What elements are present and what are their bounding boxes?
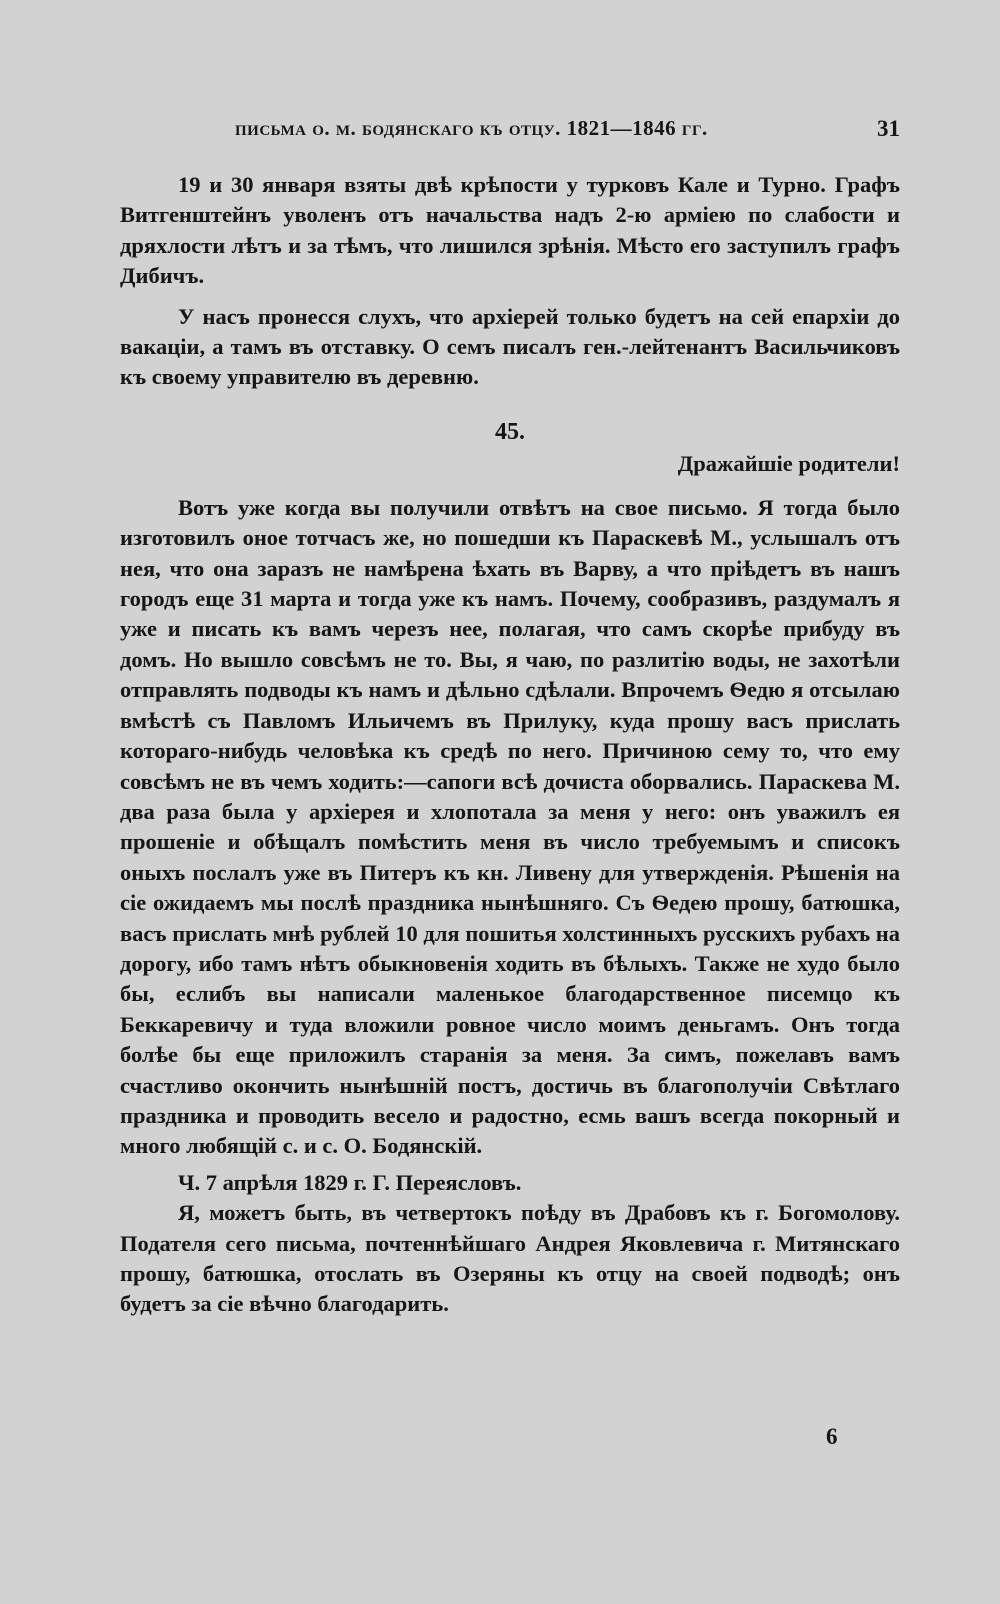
letter-postscript: Я, можетъ быть, въ четвертокъ поѣду въ Драбовъ къ г. Богомолову. Подателя сего письма, почтеннѣйшаго Андрея Яковлевича г. Митянскаго прошу, батюшка, отослать въ Озеряны къ отцу на своей подводѣ; онъ будетъ за сіе вѣчно благодарить. [120, 1200, 900, 1317]
page-number: 31 [877, 116, 900, 141]
letter-salutation: Дражайшіе родители! [677, 450, 900, 476]
page-header [120, 116, 900, 150]
sheet-signature-mark: 6 [826, 1424, 838, 1449]
letter-place-date: Ч. 7 апрѣля 1829 г. Г. Переясловъ. [178, 1169, 522, 1195]
letter-number: 45. [495, 418, 525, 445]
running-head: письма о. м. бодянскаго къ отцу. 1821—1846 гг. [235, 116, 708, 140]
paragraph-capture-of-fortresses: 19 и 30 января взяты двѣ крѣпости у турковъ Кале и Турно. Графъ Витгенштейнъ уволенъ отъ начальства надъ 2-ю арміею по слабости и дряхлости лѣтъ и за тѣмъ, что лишился зрѣнія. Мѣсто его заступилъ графъ Дибичъ. [120, 172, 900, 289]
paragraph-rumor-about-bishop: У насъ пронесся слухъ, что архіерей только будетъ на сей епархіи до вакаціи, а тамъ въ отставку. О семъ писалъ ген.-лейтенантъ Васильчиковъ къ своему управителю въ деревню. [120, 303, 900, 390]
letter-body: Вотъ уже когда вы получили отвѣтъ на свое письмо. Я тогда было изготовилъ оное тотчасъ же, но пошедши къ Параскевѣ М., услышалъ отъ нея, что она заразъ не намѣрена ѣхать въ Варву, а что пріѣдетъ въ нашъ городъ еще 31 марта и тогда уже къ намъ. Почему, сообразивъ, раздумалъ я уже и писать къ вамъ черезъ нее, полагая, что самъ скорѣе прибуду въ домъ. Но вышло совсѣмъ не то. Вы, я чаю, по разлитію воды, не захотѣли отправлять подводы къ намъ и дѣльно сдѣлали. Впрочемъ Ѳедю я отсылаю вмѣстѣ съ Павломъ Ильичемъ въ Прилуку, куда прошу васъ прислать котораго-нибудь человѣка къ средѣ по него. Причиною сему то, что ему совсѣмъ не въ чемъ ходить:—сапоги всѣ дочиста оборвались. Параскева М. два раза была у архіерея и хлопотала за меня у него: онъ уважилъ ея прошеніе и обѣщалъ помѣстить меня въ число требуемымъ и списокъ оныхъ послалъ уже въ Питеръ къ кн. Ливену для утвержденія. Рѣшенія на сіе ожидаемъ мы послѣ праздника нынѣшняго. Съ Ѳедею прошу, батюшка, васъ прислать мнѣ рублей 10 для пошитья холстинныхъ русскихъ рубахъ на дорогу, ибо тамъ нѣтъ обыкновенія ходить въ бѣлыхъ. Также не худо было бы, еслибъ вы написали маленькое благодарственное писемцо къ Беккаревичу и туда вложили ровное число моимъ деньгамъ. Онъ тогда болѣе бы еще приложилъ старанія за меня. За симъ, пожелавъ вамъ счастливо окончить нынѣшній постъ, достичь въ благополучіи Свѣтлаго праздника и проводить весело и радостно, есмь вашъ всегда покорный и много любящій с. и с. О. Бодянскій. [120, 494, 900, 1159]
page-body [120, 170, 900, 1320]
